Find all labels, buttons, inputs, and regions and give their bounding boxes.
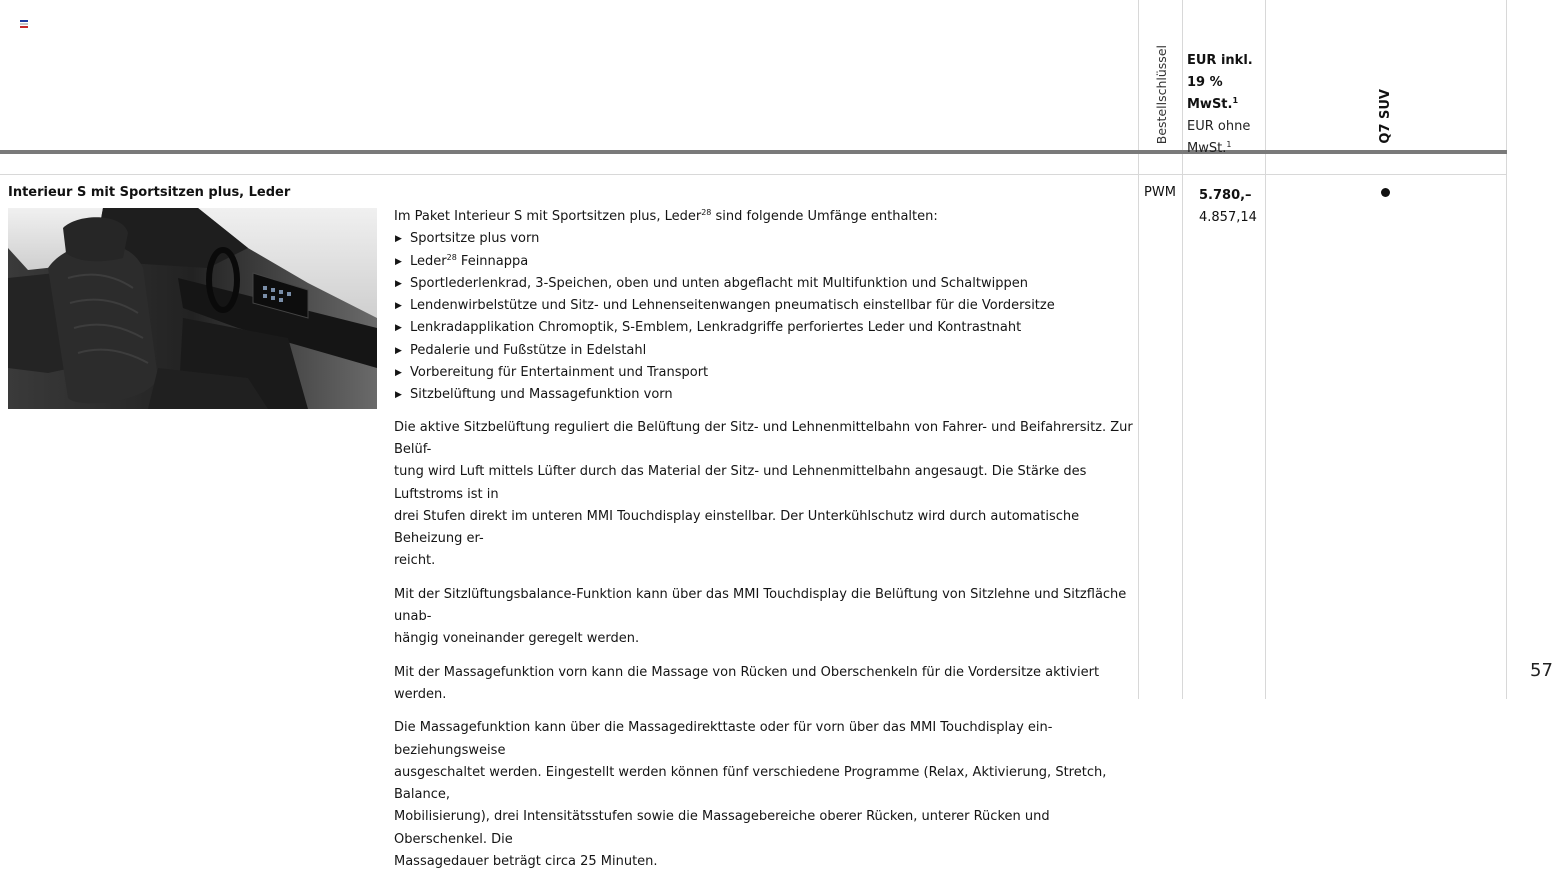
standard-equipment-dot-icon bbox=[1381, 188, 1390, 197]
list-item: ▶ Pedalerie und Fußstütze in Edelstahl bbox=[394, 340, 1134, 362]
price-values bbox=[1199, 185, 1257, 229]
feature-list bbox=[394, 228, 1134, 406]
intro-text: Im Paket Interieur S mit Sportsitzen plus, Leder$^{28}$ sind folgende Umfänge enthalten: bbox=[394, 208, 938, 224]
column-divider bbox=[1138, 0, 1139, 699]
paragraph-massage: Mit der Massagefunktion vorn kann die Massage von Rücken und Oberschenkeln für die Vordersitze aktiviert werden. bbox=[394, 664, 1100, 702]
bullet-triangle-icon: ▶ bbox=[395, 301, 402, 312]
paragraph-massage-programs: Die Massagefunktion kann über die Massagedirekttaste oder für vorn über das MMI Touchdisplay ein- beziehungsweise ausgeschaltet werden. Eingestellt werden können fünf verschiedene Programme (Relax, Aktivierung, Stretch, Balance, Mobilisierung), drei Intensitätsstufen sowie die Massagebereiche oberer Rücken, unterer Rücken und Oberschenkel. Die Massagedauer beträgt circa 25 Minuten. bbox=[394, 720, 1107, 870]
bullet-triangle-icon: ▶ bbox=[395, 390, 402, 401]
order-key-header: Bestellschlüssel bbox=[1154, 44, 1169, 144]
list-item: ▶ Sportsitze plus vorn bbox=[394, 228, 1134, 250]
model-header: Q7 SUV bbox=[1378, 89, 1393, 144]
order-key-value: PWM bbox=[1144, 185, 1176, 200]
item-description bbox=[394, 206, 1134, 884]
list-item: ▶ Lendenwirbelstütze und Sitz- und Lehnenseitenwangen pneumatisch einstellbar für die Vordersitze bbox=[394, 295, 1134, 317]
bullet-triangle-icon: ▶ bbox=[395, 323, 402, 334]
list-item: ▶ Sitzbelüftung und Massagefunktion vorn bbox=[394, 384, 1134, 406]
page-number: 57 bbox=[1530, 660, 1553, 681]
bullet-triangle-icon: ▶ bbox=[395, 368, 402, 379]
column-divider bbox=[1506, 0, 1507, 699]
price-excl-vat: 4.857,14 bbox=[1199, 210, 1257, 225]
paragraph-ventilation: Die aktive Sitzbelüftung reguliert die Belüftung der Sitz- und Lehnenmittelbahn von Fahrer- und Beifahrersitz. Zur Belüf- tung wird Luft mittels Lüfter durch das Material der Sitz- und Lehnenmittelbahn angesaugt. Die Stärke des Luftstroms ist in drei Stufen direkt im unteren MMI Touchdisplay einstellbar. Der Unterkühlschutz wird durch automatische Beheizung er- reicht. bbox=[394, 419, 1133, 569]
column-divider bbox=[1182, 0, 1183, 699]
list-item: ▶ Sportlederlenkrad, 3-Speichen, oben und unten abgeflacht mit Multifunktion und Schaltwippen bbox=[394, 273, 1134, 295]
bullet-triangle-icon: ▶ bbox=[395, 278, 402, 289]
price-header: EUR inkl. 19 % MwSt.$^1$ EUR ohne MwSt.$^1$ bbox=[1187, 53, 1253, 156]
header-rule bbox=[0, 150, 1507, 154]
item-title: Interieur S mit Sportsitzen plus, Leder bbox=[8, 185, 291, 200]
bullet-triangle-icon: ▶ bbox=[395, 234, 402, 245]
row-divider bbox=[0, 174, 1507, 175]
bullet-triangle-icon: ▶ bbox=[395, 345, 402, 356]
list-item: ▶ Lenkradapplikation Chromoptik, S-Emblem, Lenkradgriffe perforiertes Leder und Kontrastnaht bbox=[394, 317, 1134, 339]
interior-photo bbox=[8, 208, 377, 409]
price-incl-vat: 5.780,– bbox=[1199, 188, 1252, 203]
paragraph-ventilation-balance: Mit der Sitzlüftungsbalance-Funktion kann über das MMI Touchdisplay die Belüftung von Sitzlehne und Sitzfläche unab- hängig voneinander geregelt werden. bbox=[394, 586, 1127, 647]
list-item: ▶ Leder$^{28}$ Feinnappa bbox=[394, 251, 1134, 273]
language-flag-icon bbox=[20, 20, 28, 27]
bullet-triangle-icon: ▶ bbox=[395, 256, 402, 267]
list-item: ▶ Vorbereitung für Entertainment und Transport bbox=[394, 362, 1134, 384]
